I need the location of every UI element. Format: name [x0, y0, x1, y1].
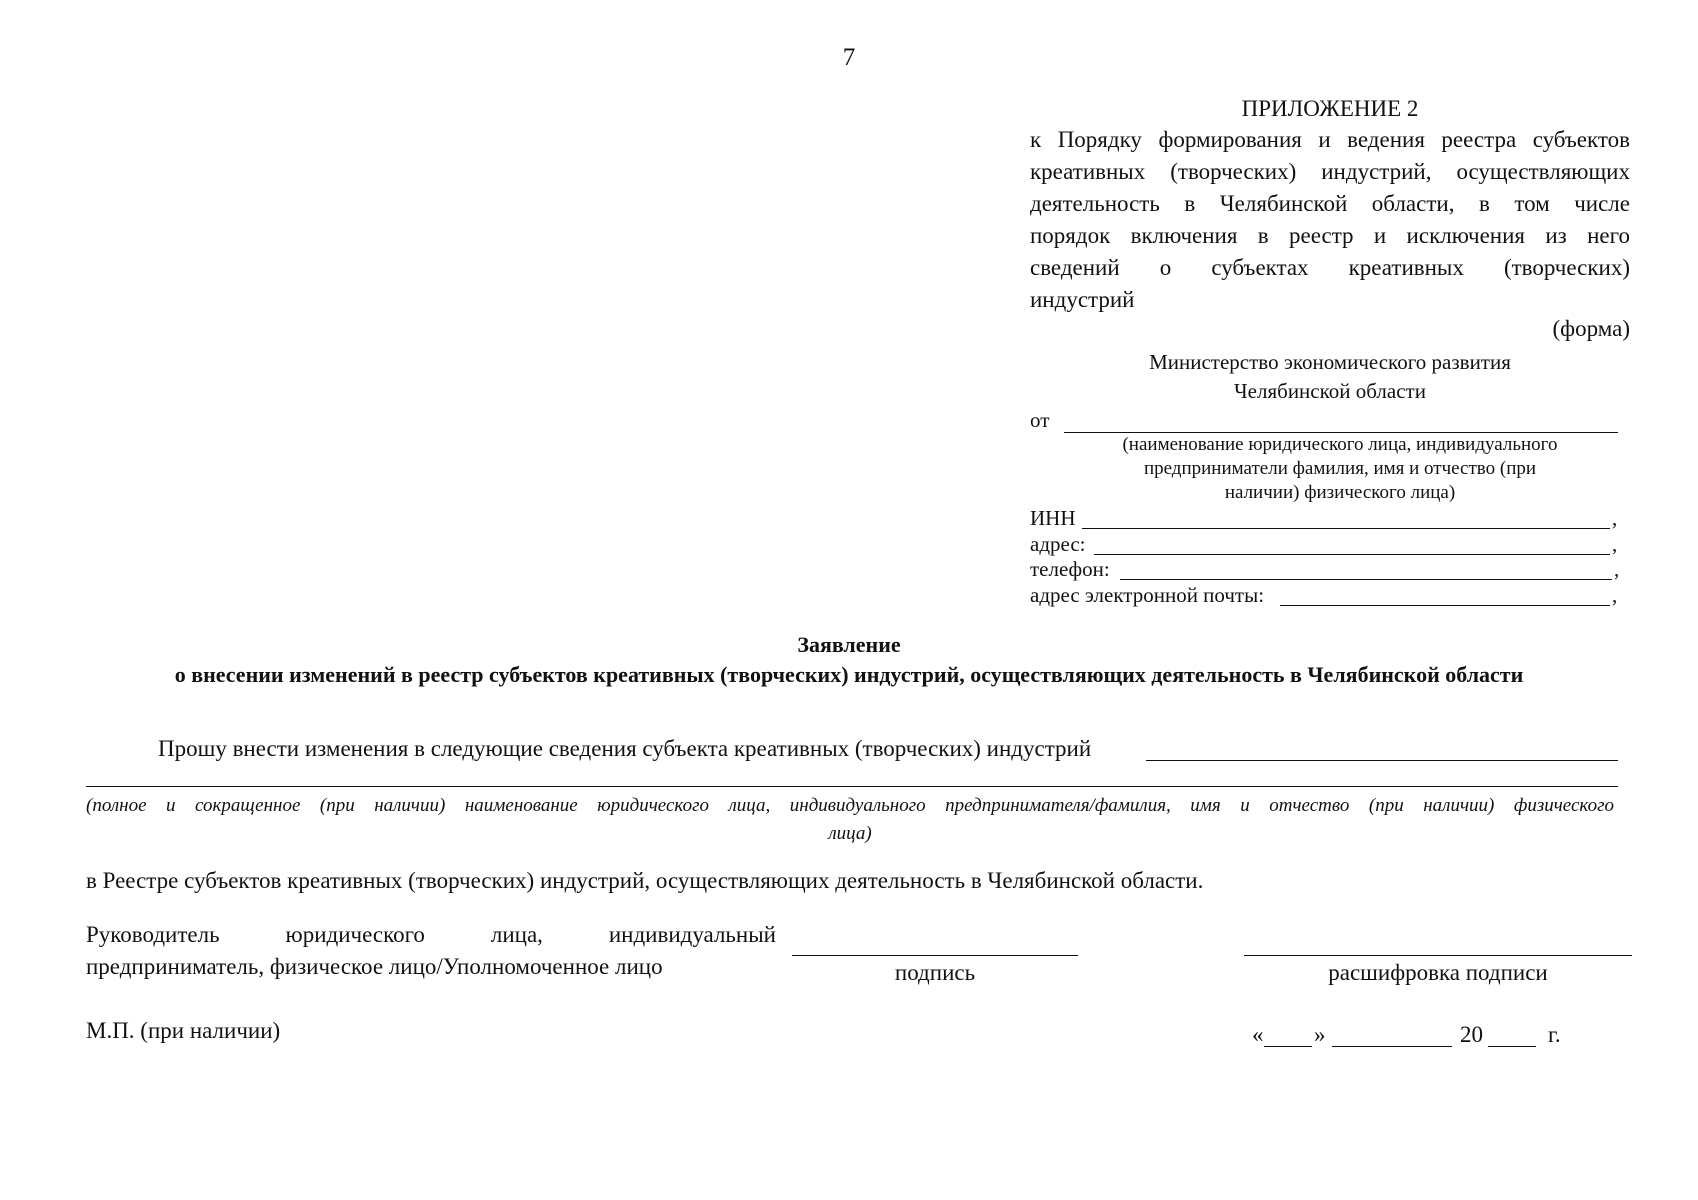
signature-decoding-field[interactable] [1244, 955, 1632, 956]
inn-field[interactable] [1082, 528, 1610, 529]
date-open-quote: « [1252, 1022, 1264, 1047]
form-label: (форма) [1552, 316, 1630, 341]
registry-text: в Реестре субъектов креативных (творческих) индустрий, осуществляющих деятельность в Челябинской области. [86, 868, 1204, 893]
appendix-line: деятельность в Челябинской области, в том числе [1030, 191, 1630, 216]
appendix-line: индустрий [1030, 287, 1135, 312]
date-year-suffix: г. [1548, 1022, 1561, 1047]
page-number: 7 [842, 44, 856, 71]
signature-decoding-caption: расшифровка подписи [1328, 960, 1548, 985]
hint-line: наличии) физического лица) [1224, 482, 1456, 503]
date-close-quote: » [1314, 1022, 1326, 1047]
statement-subtitle: о внесении изменений в реестр субъектов креативных (творческих) индустрий, осуществляющих деятельность в Челябинской области [174, 662, 1524, 687]
address-field[interactable] [1094, 554, 1610, 555]
comma: , [1612, 506, 1618, 530]
statement-title: Заявление [797, 632, 901, 657]
recipient-block [1030, 348, 1630, 406]
email-label: адрес электронной почты: [1030, 583, 1265, 607]
signature-field[interactable] [792, 955, 1078, 956]
date-month-field[interactable] [1332, 1046, 1452, 1047]
signer-title-line: предприниматель, физическое лицо/Уполномоченное лицо [86, 954, 663, 979]
appendix-line: креативных (творческих) индустрий, осуществляющих [1030, 159, 1630, 184]
inn-label: ИНН [1030, 506, 1076, 530]
hint-line: предприниматели фамилия, имя и отчество (при [1143, 458, 1537, 479]
phone-field[interactable] [1120, 579, 1612, 580]
appendix-line: к Порядку формирования и ведения реестра субъектов [1030, 127, 1630, 152]
from-label: от [1030, 408, 1050, 432]
phone-label: телефон: [1030, 557, 1110, 581]
appendix-title: ПРИЛОЖЕНИЕ 2 [1241, 96, 1419, 121]
appendix-description [1030, 124, 1630, 316]
recipient-line: Министерство экономического развития [1149, 350, 1511, 374]
subject-name-field[interactable] [1146, 760, 1618, 761]
appendix-line: порядок включения в реестр и исключения из него [1030, 223, 1630, 248]
signature-caption: подпись [894, 960, 976, 985]
date-day-field[interactable] [1264, 1046, 1312, 1047]
date-year-field[interactable] [1488, 1046, 1536, 1047]
applicant-name-hint [1060, 433, 1620, 505]
request-text: Прошу внести изменения в следующие сведения субъекта креативных (творческих) индустрий [158, 736, 1092, 761]
appendix-line: сведений о субъектах креативных (творческих) [1030, 255, 1630, 280]
hint-line: (наименование юридического лица, индивидуального [1122, 434, 1558, 455]
hint-line: (полное и сокращенное (при наличии) наименование юридического лица, индивидуального предпринимателя/фамилия, имя и отчество (при наличии) физического [86, 795, 1614, 816]
date-year-prefix: 20 [1460, 1022, 1483, 1047]
recipient-line: Челябинской области [1234, 379, 1426, 403]
hint-line: лица) [828, 823, 872, 844]
seal-label: М.П. (при наличии) [86, 1018, 281, 1043]
subject-name-field-continued[interactable] [86, 786, 1618, 787]
email-field[interactable] [1280, 605, 1610, 606]
comma: , [1614, 557, 1620, 581]
comma: , [1612, 583, 1618, 607]
signer-title-line: Руководитель юридического лица, индивидуальный [86, 922, 776, 947]
comma: , [1612, 532, 1618, 556]
subject-name-hint [86, 792, 1614, 848]
address-label: адрес: [1030, 532, 1086, 556]
